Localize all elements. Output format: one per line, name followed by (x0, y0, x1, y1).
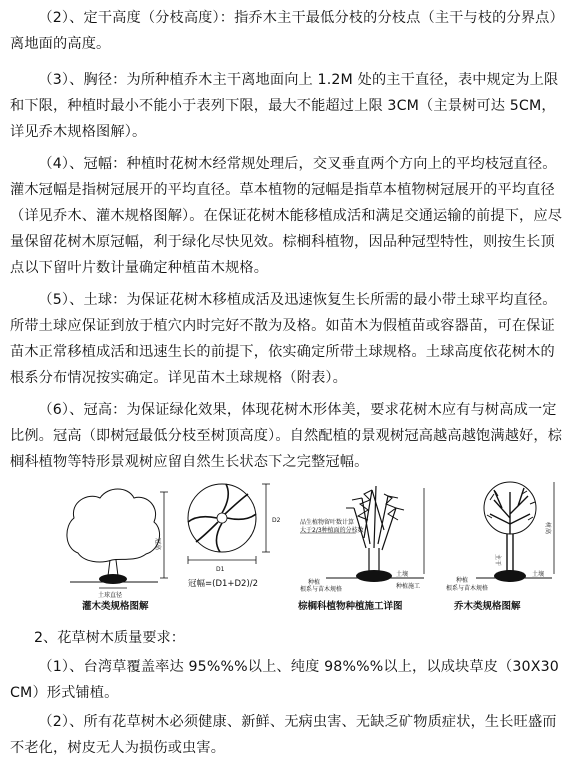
tree-note-2: 土壤 (532, 571, 545, 578)
quality-item-2: （2）、所有花草树木必须健康、新鲜、无病虫害、无缺乏矿物质症状，生长旺盛而不老化，树皮无人为损伤或虫害。 (10, 714, 557, 756)
tree-ground-label: 种植 (456, 577, 469, 584)
palm-note-6: 种植施工 (396, 583, 421, 590)
palm-caption: 棕榈科植物种植施工详图 (298, 601, 403, 612)
shrub-diagram (60, 478, 170, 598)
tree-trunk-label: 主干 (494, 554, 501, 567)
shrub-figure (60, 478, 170, 616)
paragraph-crown-width: （4）、冠幅：种植时花树木经常规处理后，交叉垂直两个方向上的平均枝冠直径。灌木冠幅是指树冠展开的平均直径。草本植物的冠幅是指草本植物树冠展开的平均直径（详见乔木、灌木规格图解）。在保证花树木能移植成活和满足交通运输的前提下，应尽量保留花树木原冠幅，利于绿化尽快见效。棕榈科植物，因品种冠型特性，则按生长顶点以下留叶片数计量确定种植苗木规格。 (10, 156, 563, 276)
tree-caption: 乔木类规格图解 (454, 601, 521, 612)
palm-note-1: 品生植物留叶数计算 (300, 519, 355, 526)
palm-figure (292, 478, 434, 616)
section-title: 2、花草树木质量要求： (34, 630, 185, 646)
palm-diagram (292, 478, 434, 598)
d2-label: D2 (272, 517, 281, 524)
shrub-ball-label: 土球直径 (98, 592, 123, 598)
crown-width-figure (180, 478, 290, 616)
paragraph-crown-height: （6）、冠高：为保证绿化效果，体现花树木形体美，要求花树木应有与树高成一定比例。冠高（即树冠最低分枝至树顶高度）。自然配植的景观树冠高越高越饱满越好，棕榈科植物等特形景观树应留自然生长状态下之完整冠幅。 (10, 402, 563, 470)
palm-note-4: 根系与苗木规格 (300, 586, 343, 593)
quality-item-1: （1）、台湾草覆盖率达 95%%%以上、纯度 98%%%以上，以成块草皮（30X30CM）形式铺植。 (10, 659, 559, 701)
crown-formula: 冠幅=(D1+D2)/2 (188, 579, 259, 589)
shrub-caption: 灌木类规格图解 (82, 601, 149, 612)
tree-diagram (442, 478, 560, 598)
palm-note-5: 土壤 (396, 571, 409, 578)
palm-note-2: 大于2/3种植面的分枝数 (300, 527, 364, 534)
d1-label: D1 (216, 566, 225, 573)
tree-note-1: 根系与苗木规格 (446, 585, 489, 592)
shrub-height-label: 冠高 (154, 538, 161, 551)
tree-height-label: 树高 (544, 522, 551, 535)
paragraph-dbh: （3）、胸径：为所种植乔木主干离地面向上 1.2M 处的主干直径，表中规定为上限和下限，种植时最小不能小于表列下限，最大不能超过上限 3CM（主景树可达 5CM，详见乔木规格图解）。 (10, 72, 559, 140)
paragraph-branch-height: （2）、定干高度（分枝高度）：指乔木主干最低分枝的分枝点（主干与枝的分界点）离地面的高度。 (10, 10, 564, 52)
paragraph-soil-ball: （5）、土球：为保证花树木移植成活及迅速恢复生长所需的最小带土球平均直径。所带土球应保证到放于植穴内时完好不散为及格。如苗木为假植苗或容器苗，可在保证苗木正常移植成活和迅速生长的前提下，依实确定所带土球规格。土球高度依花树木的根系分布情况按实确定。详见苗木土球规格（附表）。 (10, 292, 557, 386)
palm-note-3: 种植 (308, 579, 321, 586)
specification-diagrams (60, 478, 560, 616)
tree-figure (442, 478, 560, 616)
crown-width-diagram (180, 478, 290, 598)
